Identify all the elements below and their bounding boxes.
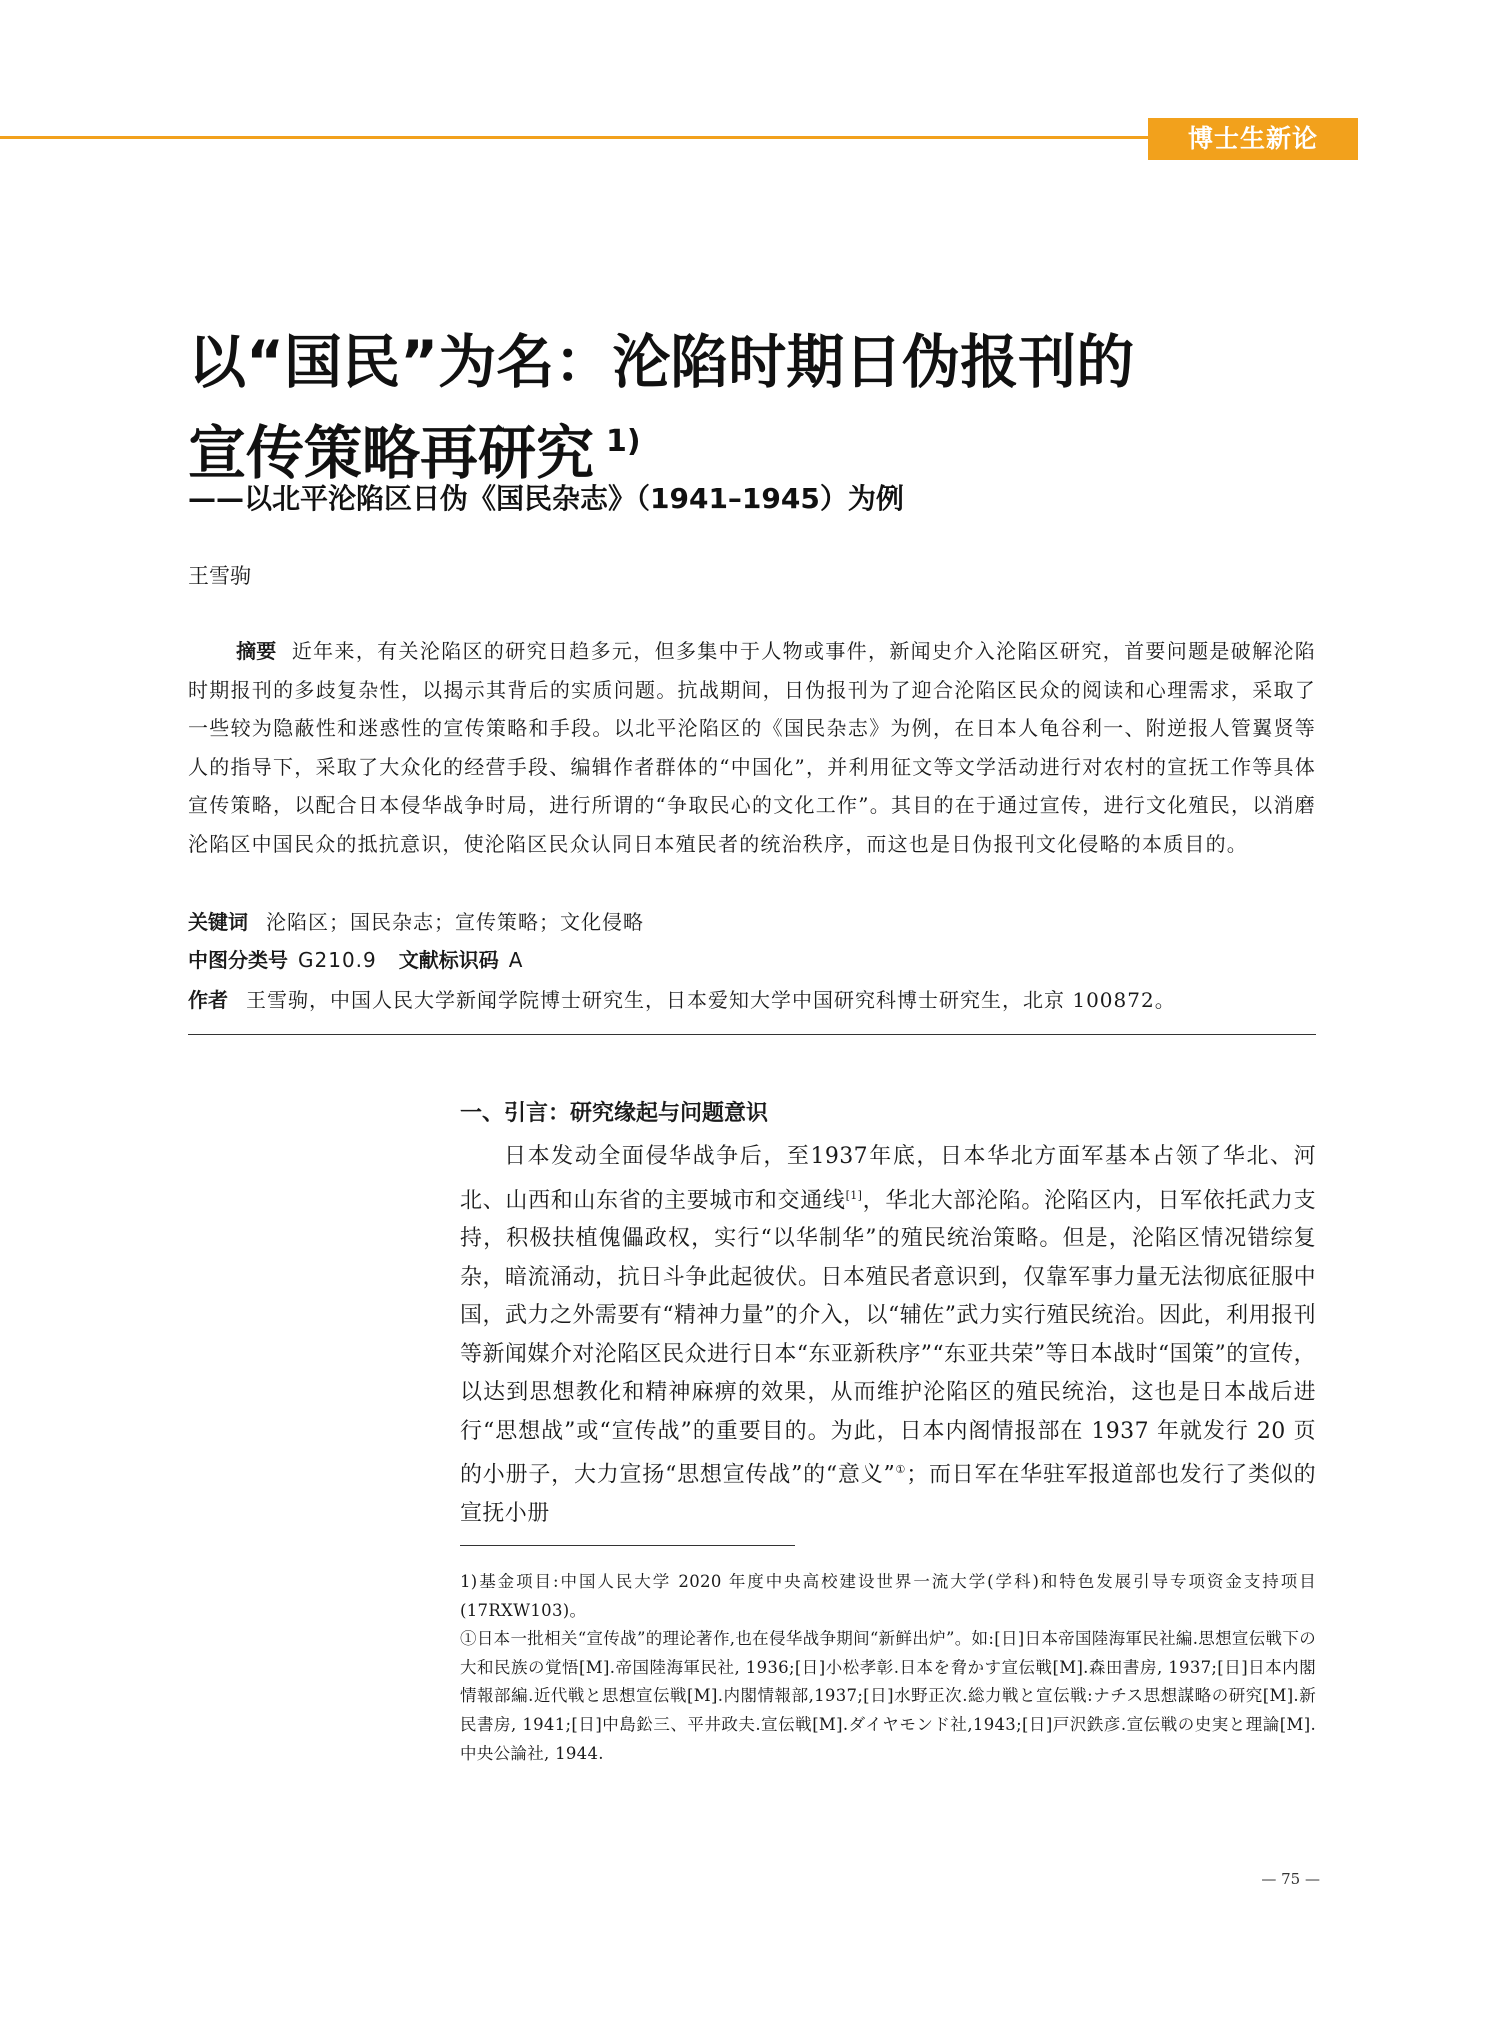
body-paragraph: [460, 1138, 1316, 1534]
body-text-part-1: 日本发动全面侵华战争后，至1937年底，日本华北方面军基本占领了华北、河北、山西和山东省的主要城市和交通线: [460, 1144, 1316, 1213]
reference-marker-1: [1]: [845, 1188, 863, 1202]
keywords-text: 沦陷区；国民杂志；宣传策略；文化侵略: [266, 910, 644, 934]
author-info-text: 王雪驹，中国人民大学新闻学院博士研究生，日本爱知大学中国研究科博士研究生，北京 100872。: [246, 988, 1176, 1012]
author-info: [188, 984, 1316, 1016]
article-subtitle: ——以北平沦陷区日伪《国民杂志》（1941–1945）为例: [188, 482, 904, 515]
section-divider: [188, 1034, 1316, 1035]
abstract-text: 近年来，有关沦陷区的研究日趋多元，但多集中于人物或事件，新闻史介入沦陷区研究，首要问题是破解沦陷时期报刊的多歧复杂性，以揭示其背后的实质问题。抗战期间，日伪报刊为了迎合沦陷区民众的阅读和心理需求，采取了一些较为隐蔽性和迷惑性的宣传策略和手段。以北平沦陷区的《国民杂志》为例，在日本人龟谷利一、附逆报人管翼贤等人的指导下，采取了大众化的经营手段、编辑作者群体的“中国化”，并利用征文等文学活动进行对农村的宣抚工作等具体宣传策略，以配合日本侵华战争时局，进行所谓的“争取民心的文化工作”。其目的在于通过宣传，进行文化殖民，以消磨沦陷区中国民众的抵抗意识，使沦陷区民众认同日本殖民者的统治秩序，而这也是日伪报刊文化侵略的本质目的。: [188, 639, 1316, 856]
title-footnote-marker: 1): [606, 424, 641, 459]
title-line-1: 以“国民”为名：沦陷时期日伪报刊的: [188, 328, 1135, 396]
footnote-divider: [460, 1545, 795, 1546]
author-info-label: 作者: [188, 988, 228, 1012]
doc-code-value: A: [508, 948, 524, 972]
header-accent-line: [0, 136, 1185, 139]
keywords: [188, 906, 1316, 938]
footnotes: [460, 1568, 1316, 1768]
classification-label: 中图分类号: [188, 948, 288, 972]
keywords-label: 关键词: [188, 910, 248, 934]
footnote-1: ①日本一批相关“宣传战”的理论著作,也在侵华战争期间“新鲜出炉”。如:[日]日本帝国陸海軍民社編.思想宣伝戦下の大和民族の覚悟[M].帝国陸海軍民社, 1936;[日]小松孝彰.日本を脅かす宣伝戦[M].森田書房, 1937;[日]日本内閣情報部編.近代戦と思想宣伝戦[M].内閣情報部,1937;[日]水野正次.総力戦と宣伝戦:ナチス思想謀略の研究[M].新民書房, 1941;[日]中島鈆三、平井政夫.宣伝戦[M].ダイヤモンド社,1943;[日]戸沢鉄彦.宣伝戦の史実と理論[M].中央公論社, 1944.: [460, 1629, 1316, 1763]
title-line-2-text: 宣传策略再研究: [188, 419, 595, 487]
classification-value: G210.9: [298, 948, 377, 972]
article-title: [188, 322, 1338, 493]
abstract-label: 摘要: [236, 639, 277, 663]
author-name: 王雪驹: [188, 564, 251, 588]
footnote-marker-1: ①: [895, 1463, 907, 1477]
page-number: — 75 —: [1261, 1870, 1320, 1888]
abstract: [188, 632, 1316, 863]
classification: [188, 944, 1316, 976]
column-tab: 博士生新论: [1148, 118, 1358, 160]
body-text-part-2: ，华北大部沦陷。沦陷区内，日军依托武力支持，积极扶植傀儡政权，实行“以华制华”的殖民统治策略。但是，沦陷区情况错综复杂，暗流涌动，抗日斗争此起彼伏。日本殖民者意识到，仅靠军事力量无法彻底征服中国，武力之外需要有“精神力量”的介入，以“辅佐”武力实行殖民统治。因此，利用报刊等新闻媒介对沦陷区民众进行日本“东亚新秩序”“东亚共荣”等日本战时“国策”的宣传，以达到思想教化和精神麻痹的效果，从而维护沦陷区的殖民统治，这也是日本战后进行“思想战”或“宣传战”的重要目的。为此，日本内阁情报部在 1937 年就发行 20 页的小册子，大力宣扬“思想宣传战”的“意义”: [460, 1187, 1316, 1488]
body-text-part-3: ；而日军在华驻军报道部也发行了类似的宣抚小册: [460, 1462, 1317, 1527]
footnote-funding: 1)基金项目:中国人民大学 2020 年度中央高校建设世界一流大学(学科)和特色发展引导专项资金支持项目(17RXW103)。: [460, 1572, 1316, 1620]
doc-code-label: 文献标识码: [398, 948, 499, 972]
section-heading: 一、引言：研究缘起与问题意识: [460, 1101, 769, 1126]
